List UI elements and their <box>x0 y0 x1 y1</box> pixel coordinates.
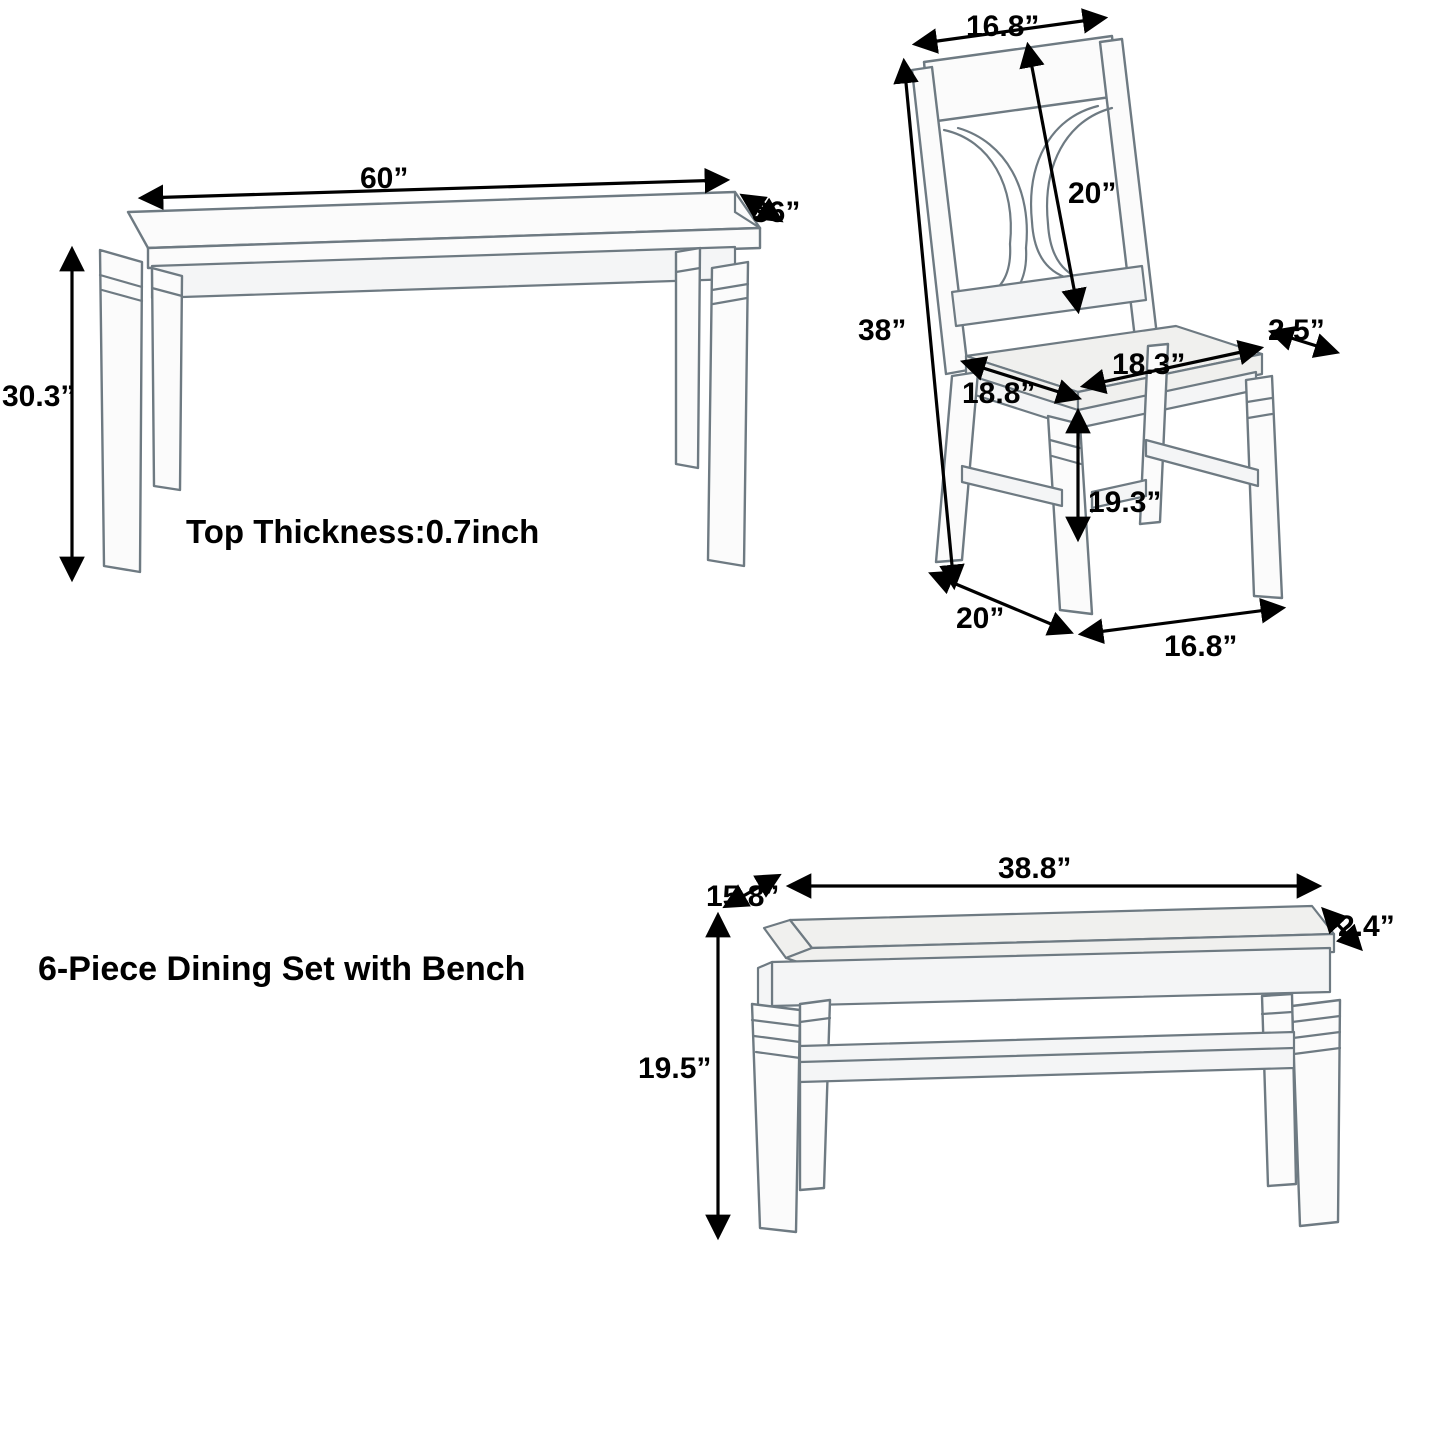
table-thickness-note: Top Thickness:0.7inch <box>186 513 540 550</box>
dim-chair-base-width: 16.8” <box>1164 630 1238 663</box>
dim-chair-back-width: 16.8” <box>966 10 1040 43</box>
dim-table-height: 30.3” <box>2 380 76 413</box>
dim-chair-seat-width: 18.3” <box>1112 348 1186 381</box>
dim-chair-total-height: 38” <box>858 314 907 347</box>
dining-chair-drawing <box>912 36 1282 614</box>
diagram-title: 6-Piece Dining Set with Bench <box>38 950 526 988</box>
dim-chair-back-height: 20” <box>1068 177 1117 210</box>
dim-bench-cushion-thickness: 2.4” <box>1338 910 1395 943</box>
dim-bench-depth: 15.8” <box>706 880 780 913</box>
dim-table-depth: 36” <box>752 196 801 229</box>
dim-table-width: 60” <box>360 162 409 195</box>
dining-bench-drawing <box>752 906 1340 1232</box>
dim-bench-length: 38.8” <box>998 852 1072 885</box>
dim-chair-seat-height: 19.3” <box>1088 486 1162 519</box>
dim-bench-height: 19.5” <box>638 1052 712 1085</box>
dim-chair-seat-thickness: 2.5” <box>1268 314 1325 347</box>
dim-chair-base-depth: 20” <box>956 602 1005 635</box>
dim-chair-seat-depth: 18.8” <box>962 377 1036 410</box>
